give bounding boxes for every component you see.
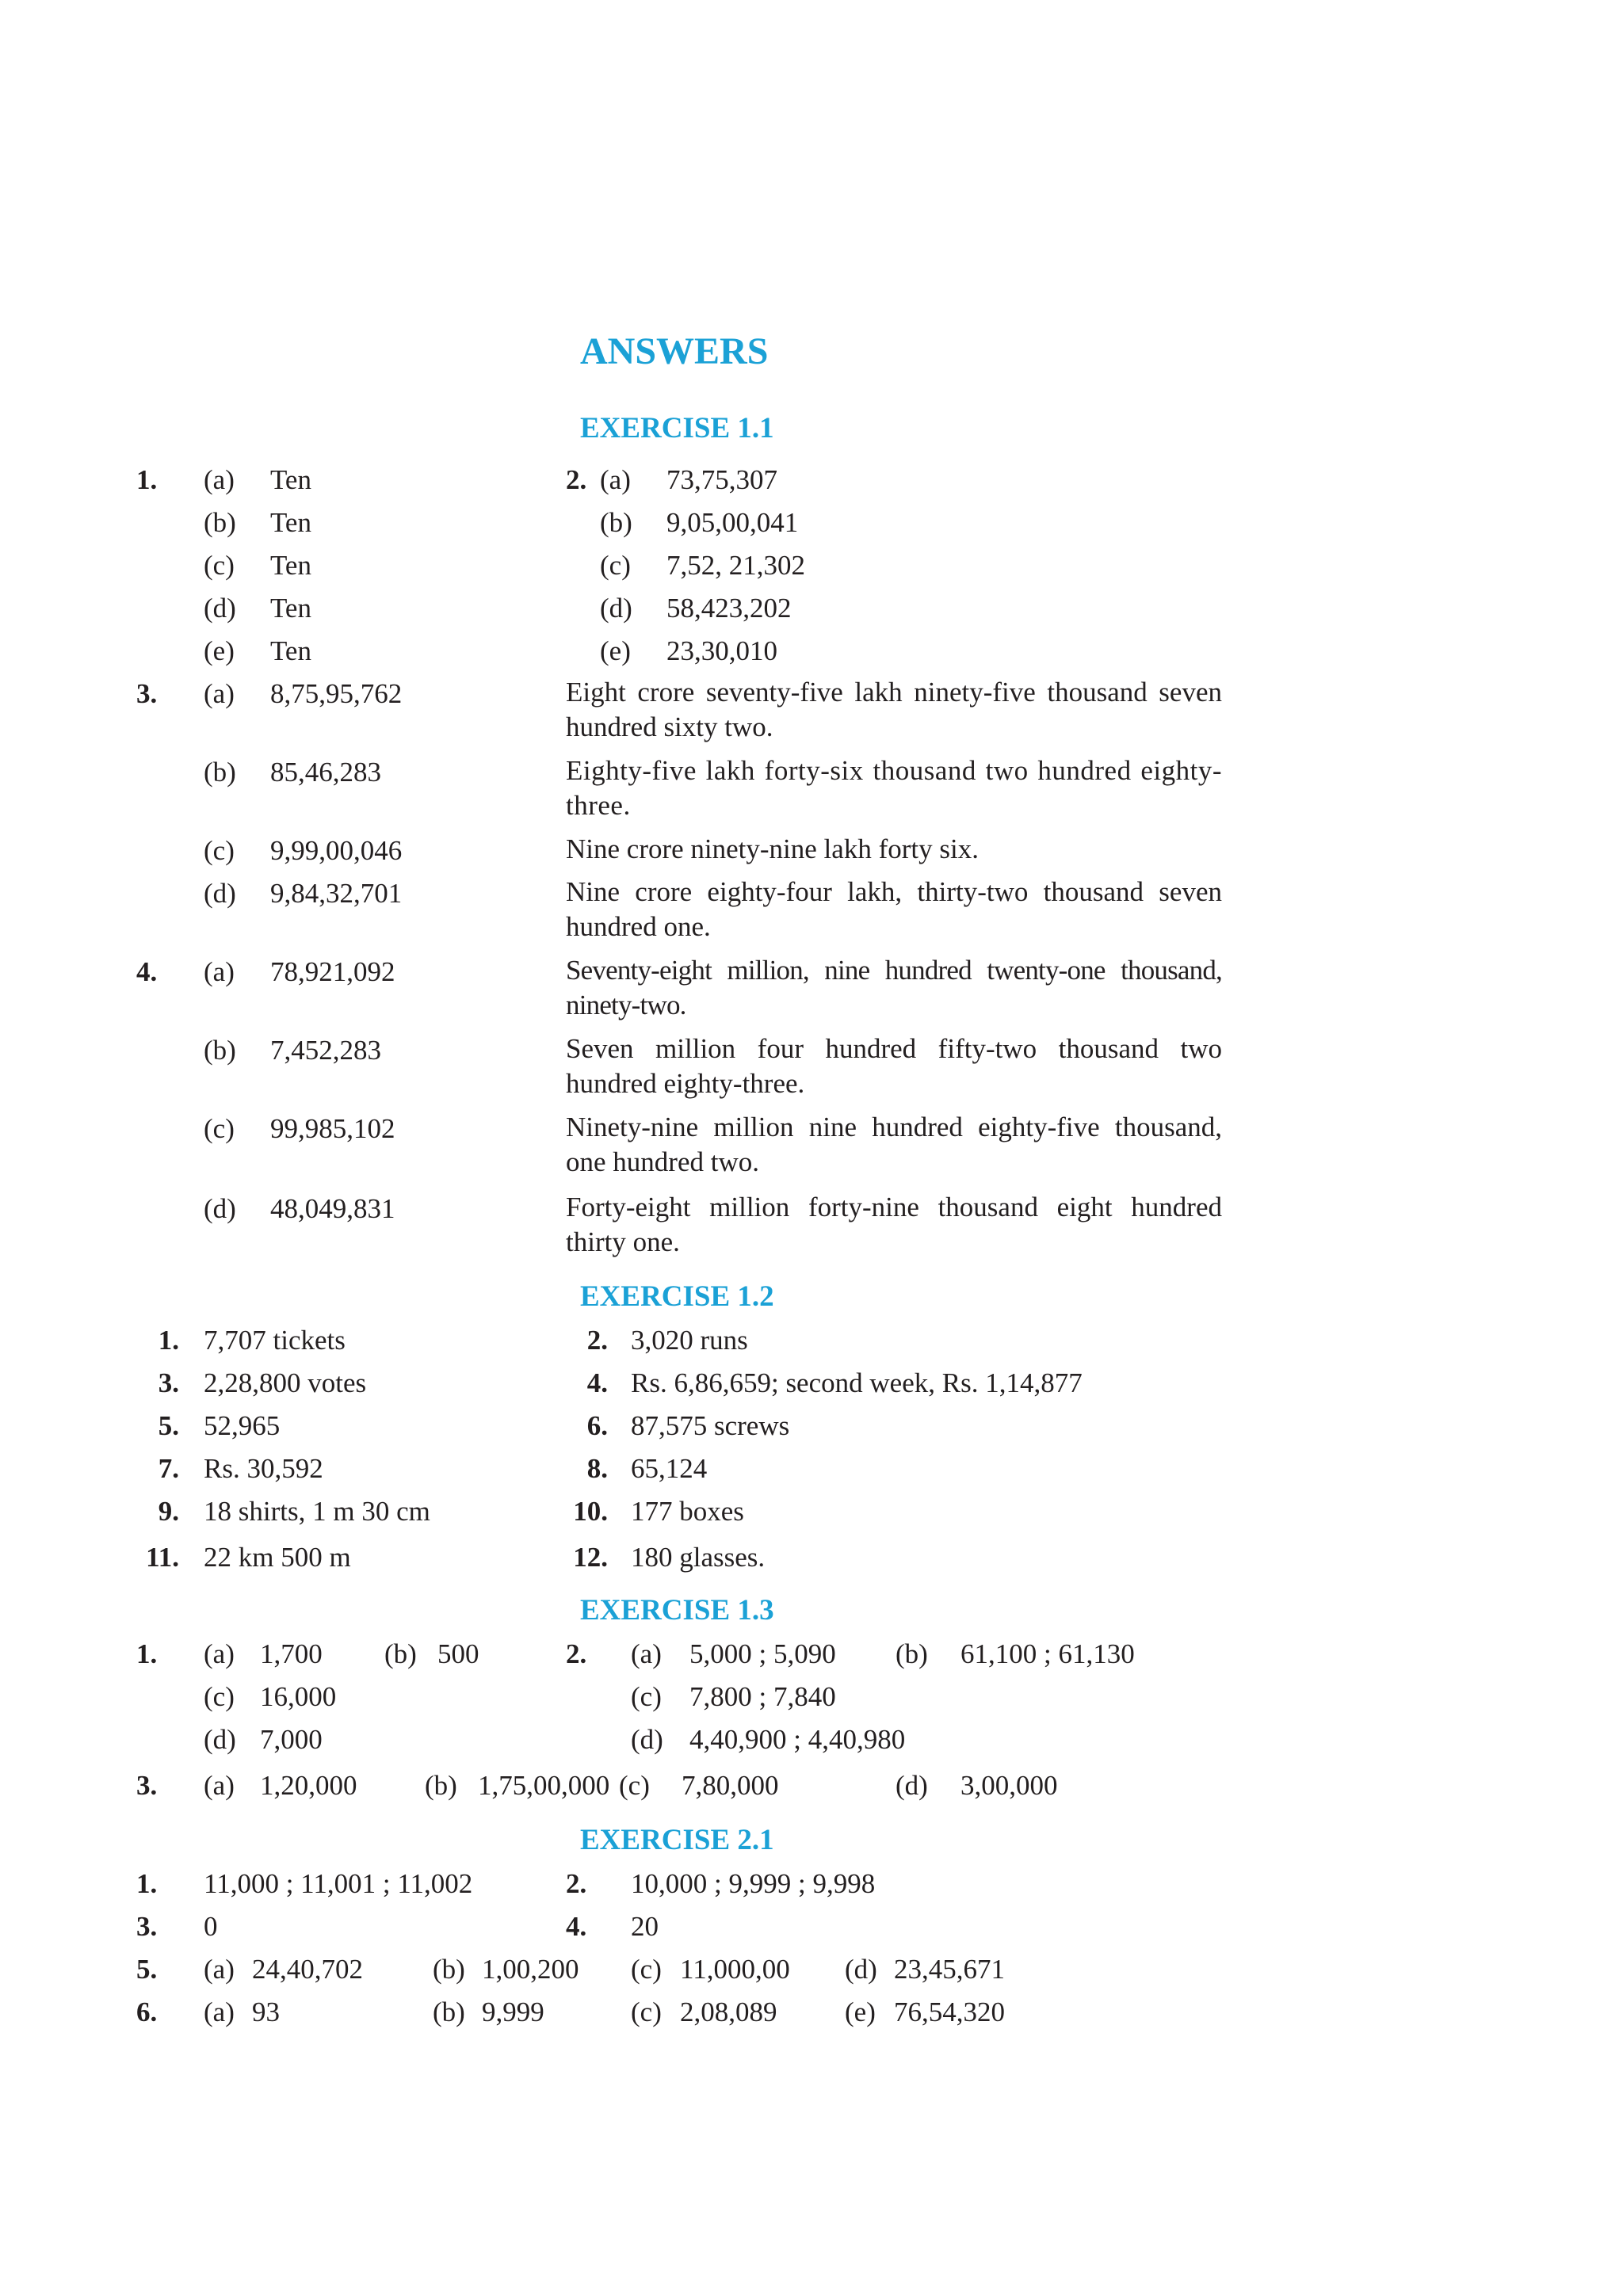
ex13-q1-number: 1. xyxy=(136,1638,158,1669)
ex12-q6-answer: 87,575 screws xyxy=(631,1410,790,1441)
ex13-q3-a-label: (a) xyxy=(204,1770,235,1801)
ex11-q3-a-label: (a) xyxy=(204,678,235,709)
ex12-q8-number: 8. xyxy=(586,1453,608,1484)
ex11-q1-number: 1. xyxy=(136,464,158,495)
ex21-q6-e-answer: 76,54,320 xyxy=(894,1997,1005,2027)
ex12-q2-number: 2. xyxy=(586,1325,608,1356)
ex12-q9-number: 9. xyxy=(158,1496,179,1527)
ex11-q3-d-number: 9,84,32,701 xyxy=(270,878,403,909)
ex11-q2-d-answer: 58,423,202 xyxy=(666,593,792,624)
ex21-q5-a-label: (a) xyxy=(204,1954,235,1985)
ex13-q2-a-answer: 5,000 ; 5,090 xyxy=(689,1638,836,1669)
ex11-q3-b-number: 85,46,283 xyxy=(270,757,381,788)
ex21-q1-number: 1. xyxy=(136,1868,158,1899)
ex11-q1-d-label: (d) xyxy=(204,593,236,624)
ex21-q2-answer: 10,000 ; 9,999 ; 9,998 xyxy=(631,1868,876,1899)
ex12-q5-number: 5. xyxy=(158,1410,179,1441)
ex11-q4-c-label: (c) xyxy=(204,1113,235,1144)
ex11-q4-d-label: (d) xyxy=(204,1193,236,1224)
ex21-q5-number: 5. xyxy=(136,1954,158,1985)
ex11-q4-b-label: (b) xyxy=(204,1035,236,1066)
ex13-q1-a-answer: 1,700 xyxy=(260,1638,323,1669)
ex13-q2-b-answer: 61,100 ; 61,130 xyxy=(960,1638,1135,1669)
ex13-q2-c-label: (c) xyxy=(631,1681,662,1712)
ex11-q1-e-label: (e) xyxy=(204,635,235,666)
ex21-q1-answer: 11,000 ; 11,001 ; 11,002 xyxy=(204,1868,473,1899)
ex11-q1-d-answer: Ten xyxy=(270,593,311,624)
ex12-q5-answer: 52,965 xyxy=(204,1410,281,1441)
ex11-q4-number: 4. xyxy=(136,956,158,987)
ex13-q3-d-answer: 3,00,000 xyxy=(960,1770,1058,1801)
ex12-q2-answer: 3,020 runs xyxy=(631,1325,748,1356)
ex21-q6-a-label: (a) xyxy=(204,1997,235,2027)
ex11-q3-b-words: Eighty-five lakh forty-six thousand two hundred eighty-three. xyxy=(566,755,1222,821)
ex21-q6-b-label: (b) xyxy=(433,1997,465,2027)
ex11-q1-c-label: (c) xyxy=(204,550,235,581)
ex21-q5-d-answer: 23,45,671 xyxy=(894,1954,1005,1985)
ex21-q5-d-label: (d) xyxy=(845,1954,877,1985)
ex13-q1-b-label: (b) xyxy=(384,1638,417,1669)
ex21-q6-c-label: (c) xyxy=(631,1997,662,2027)
ex11-q1-b-label: (b) xyxy=(204,507,236,538)
ex11-q3-a-words: Eight crore seventy-five lakh ninety-five thousand seven hundred sixty two. xyxy=(566,677,1222,742)
ex21-q5-b-answer: 1,00,200 xyxy=(482,1954,579,1985)
ex21-q5-b-label: (b) xyxy=(433,1954,465,1985)
ex11-q3-c-words: Nine crore ninety-nine lakh forty six. xyxy=(566,833,979,864)
ex21-q4-number: 4. xyxy=(566,1911,587,1942)
ex11-q1-e-answer: Ten xyxy=(270,635,311,666)
ex13-q1-c-answer: 16,000 xyxy=(260,1681,337,1712)
page-title: ANSWERS xyxy=(580,330,769,372)
ex13-q3-b-answer: 1,75,00,000 xyxy=(478,1770,610,1801)
ex13-q3-d-label: (d) xyxy=(896,1770,928,1801)
ex12-q10-answer: 177 boxes xyxy=(631,1496,744,1527)
ex11-q3-a-number: 8,75,95,762 xyxy=(270,678,403,709)
ex11-q4-b-words: Seven million four hundred fifty-two thousand two hundred eighty-three. xyxy=(566,1033,1222,1099)
ex12-q8-answer: 65,124 xyxy=(631,1453,708,1484)
ex13-q1-d-answer: 7,000 xyxy=(260,1724,323,1755)
ex11-q1-b-answer: Ten xyxy=(270,507,311,538)
ex12-q12-number: 12. xyxy=(573,1542,608,1573)
ex11-q1-c-answer: Ten xyxy=(270,550,311,581)
ex21-q6-number: 6. xyxy=(136,1997,158,2027)
ex21-q3-answer: 0 xyxy=(204,1911,218,1942)
ex12-q7-answer: Rs. 30,592 xyxy=(204,1453,323,1484)
ex12-q3-answer: 2,28,800 votes xyxy=(204,1367,367,1398)
ex12-q6-number: 6. xyxy=(586,1410,608,1441)
ex11-q2-number: 2. xyxy=(566,464,587,495)
ex13-q2-d-label: (d) xyxy=(631,1724,663,1755)
ex13-q2-c-answer: 7,800 ; 7,840 xyxy=(689,1681,836,1712)
ex11-q4-d-words: Forty-eight million forty-nine thousand eight hundred thirty one. xyxy=(566,1192,1222,1257)
ex13-q1-b-answer: 500 xyxy=(437,1638,479,1669)
ex21-q5-c-label: (c) xyxy=(631,1954,662,1985)
ex11-q4-d-number: 48,049,831 xyxy=(270,1193,395,1224)
ex11-q4-a-words: Seventy-eight million, nine hundred twenty-one thousand, ninety-two. xyxy=(566,955,1222,1020)
ex11-q3-b-label: (b) xyxy=(204,757,236,788)
ex13-q3-a-answer: 1,20,000 xyxy=(260,1770,357,1801)
ex21-q6-a-answer: 93 xyxy=(252,1997,280,2027)
ex13-q2-a-label: (a) xyxy=(631,1638,662,1669)
ex11-q3-number: 3. xyxy=(136,678,158,709)
ex11-q2-e-label: (e) xyxy=(600,635,631,666)
ex13-q3-b-label: (b) xyxy=(425,1770,457,1801)
ex11-q2-c-label: (c) xyxy=(600,550,631,581)
ex21-q5-a-answer: 24,40,702 xyxy=(252,1954,363,1985)
ex21-q6-e-label: (e) xyxy=(845,1997,876,2027)
ex13-q1-a-label: (a) xyxy=(204,1638,235,1669)
ex11-q2-e-answer: 23,30,010 xyxy=(666,635,777,666)
ex11-q2-b-label: (b) xyxy=(600,507,632,538)
ex13-q2-number: 2. xyxy=(566,1638,587,1669)
exercise-1-3-heading: EXERCISE 1.3 xyxy=(580,1594,774,1627)
ex12-q1-answer: 7,707 tickets xyxy=(204,1325,346,1356)
ex12-q11-answer: 22 km 500 m xyxy=(204,1542,351,1573)
ex11-q4-b-number: 7,452,283 xyxy=(270,1035,381,1066)
ex13-q3-c-label: (c) xyxy=(619,1770,650,1801)
ex12-q10-number: 10. xyxy=(573,1496,608,1527)
ex11-q2-a-label: (a) xyxy=(600,464,631,495)
ex12-q7-number: 7. xyxy=(158,1453,179,1484)
ex21-q6-b-answer: 9,999 xyxy=(482,1997,544,2027)
ex12-q11-number: 11. xyxy=(146,1542,179,1573)
ex11-q3-c-label: (c) xyxy=(204,835,235,866)
ex21-q5-c-answer: 11,000,00 xyxy=(680,1954,790,1985)
ex12-q9-answer: 18 shirts, 1 m 30 cm xyxy=(204,1496,430,1527)
ex13-q2-b-label: (b) xyxy=(896,1638,928,1669)
ex13-q1-d-label: (d) xyxy=(204,1724,236,1755)
ex11-q1-a-label: (a) xyxy=(204,464,235,495)
ex11-q4-c-number: 99,985,102 xyxy=(270,1113,395,1144)
exercise-1-1-heading: EXERCISE 1.1 xyxy=(580,412,774,444)
ex13-q3-c-answer: 7,80,000 xyxy=(682,1770,779,1801)
ex11-q3-d-words: Nine crore eighty-four lakh, thirty-two thousand seven hundred one. xyxy=(566,876,1222,942)
exercise-1-2-heading: EXERCISE 1.2 xyxy=(580,1280,774,1313)
ex11-q4-c-words: Ninety-nine million nine hundred eighty-five thousand, one hundred two. xyxy=(566,1112,1222,1177)
ex11-q1-a-answer: Ten xyxy=(270,464,311,495)
ex13-q3-number: 3. xyxy=(136,1770,158,1801)
ex21-q3-number: 3. xyxy=(136,1911,158,1942)
ex11-q2-c-answer: 7,52, 21,302 xyxy=(666,550,805,581)
exercise-2-1-heading: EXERCISE 2.1 xyxy=(580,1824,774,1856)
ex11-q4-a-number: 78,921,092 xyxy=(270,956,395,987)
ex12-q3-number: 3. xyxy=(158,1367,179,1398)
ex13-q2-d-answer: 4,40,900 ; 4,40,980 xyxy=(689,1724,906,1755)
ex12-q4-number: 4. xyxy=(586,1367,608,1398)
ex13-q1-c-label: (c) xyxy=(204,1681,235,1712)
ex11-q4-a-label: (a) xyxy=(204,956,235,987)
ex21-q4-answer: 20 xyxy=(631,1911,659,1942)
ex11-q2-b-answer: 9,05,00,041 xyxy=(666,507,799,538)
ex21-q2-number: 2. xyxy=(566,1868,587,1899)
ex12-q1-number: 1. xyxy=(158,1325,179,1356)
ex11-q2-d-label: (d) xyxy=(600,593,632,624)
ex11-q3-c-number: 9,99,00,046 xyxy=(270,835,403,866)
ex11-q3-d-label: (d) xyxy=(204,878,236,909)
ex11-q2-a-answer: 73,75,307 xyxy=(666,464,777,495)
ex21-q6-c-answer: 2,08,089 xyxy=(680,1997,777,2027)
ex12-q4-answer: Rs. 6,86,659; second week, Rs. 1,14,877 xyxy=(631,1367,1083,1398)
ex12-q12-answer: 180 glasses. xyxy=(631,1542,766,1573)
